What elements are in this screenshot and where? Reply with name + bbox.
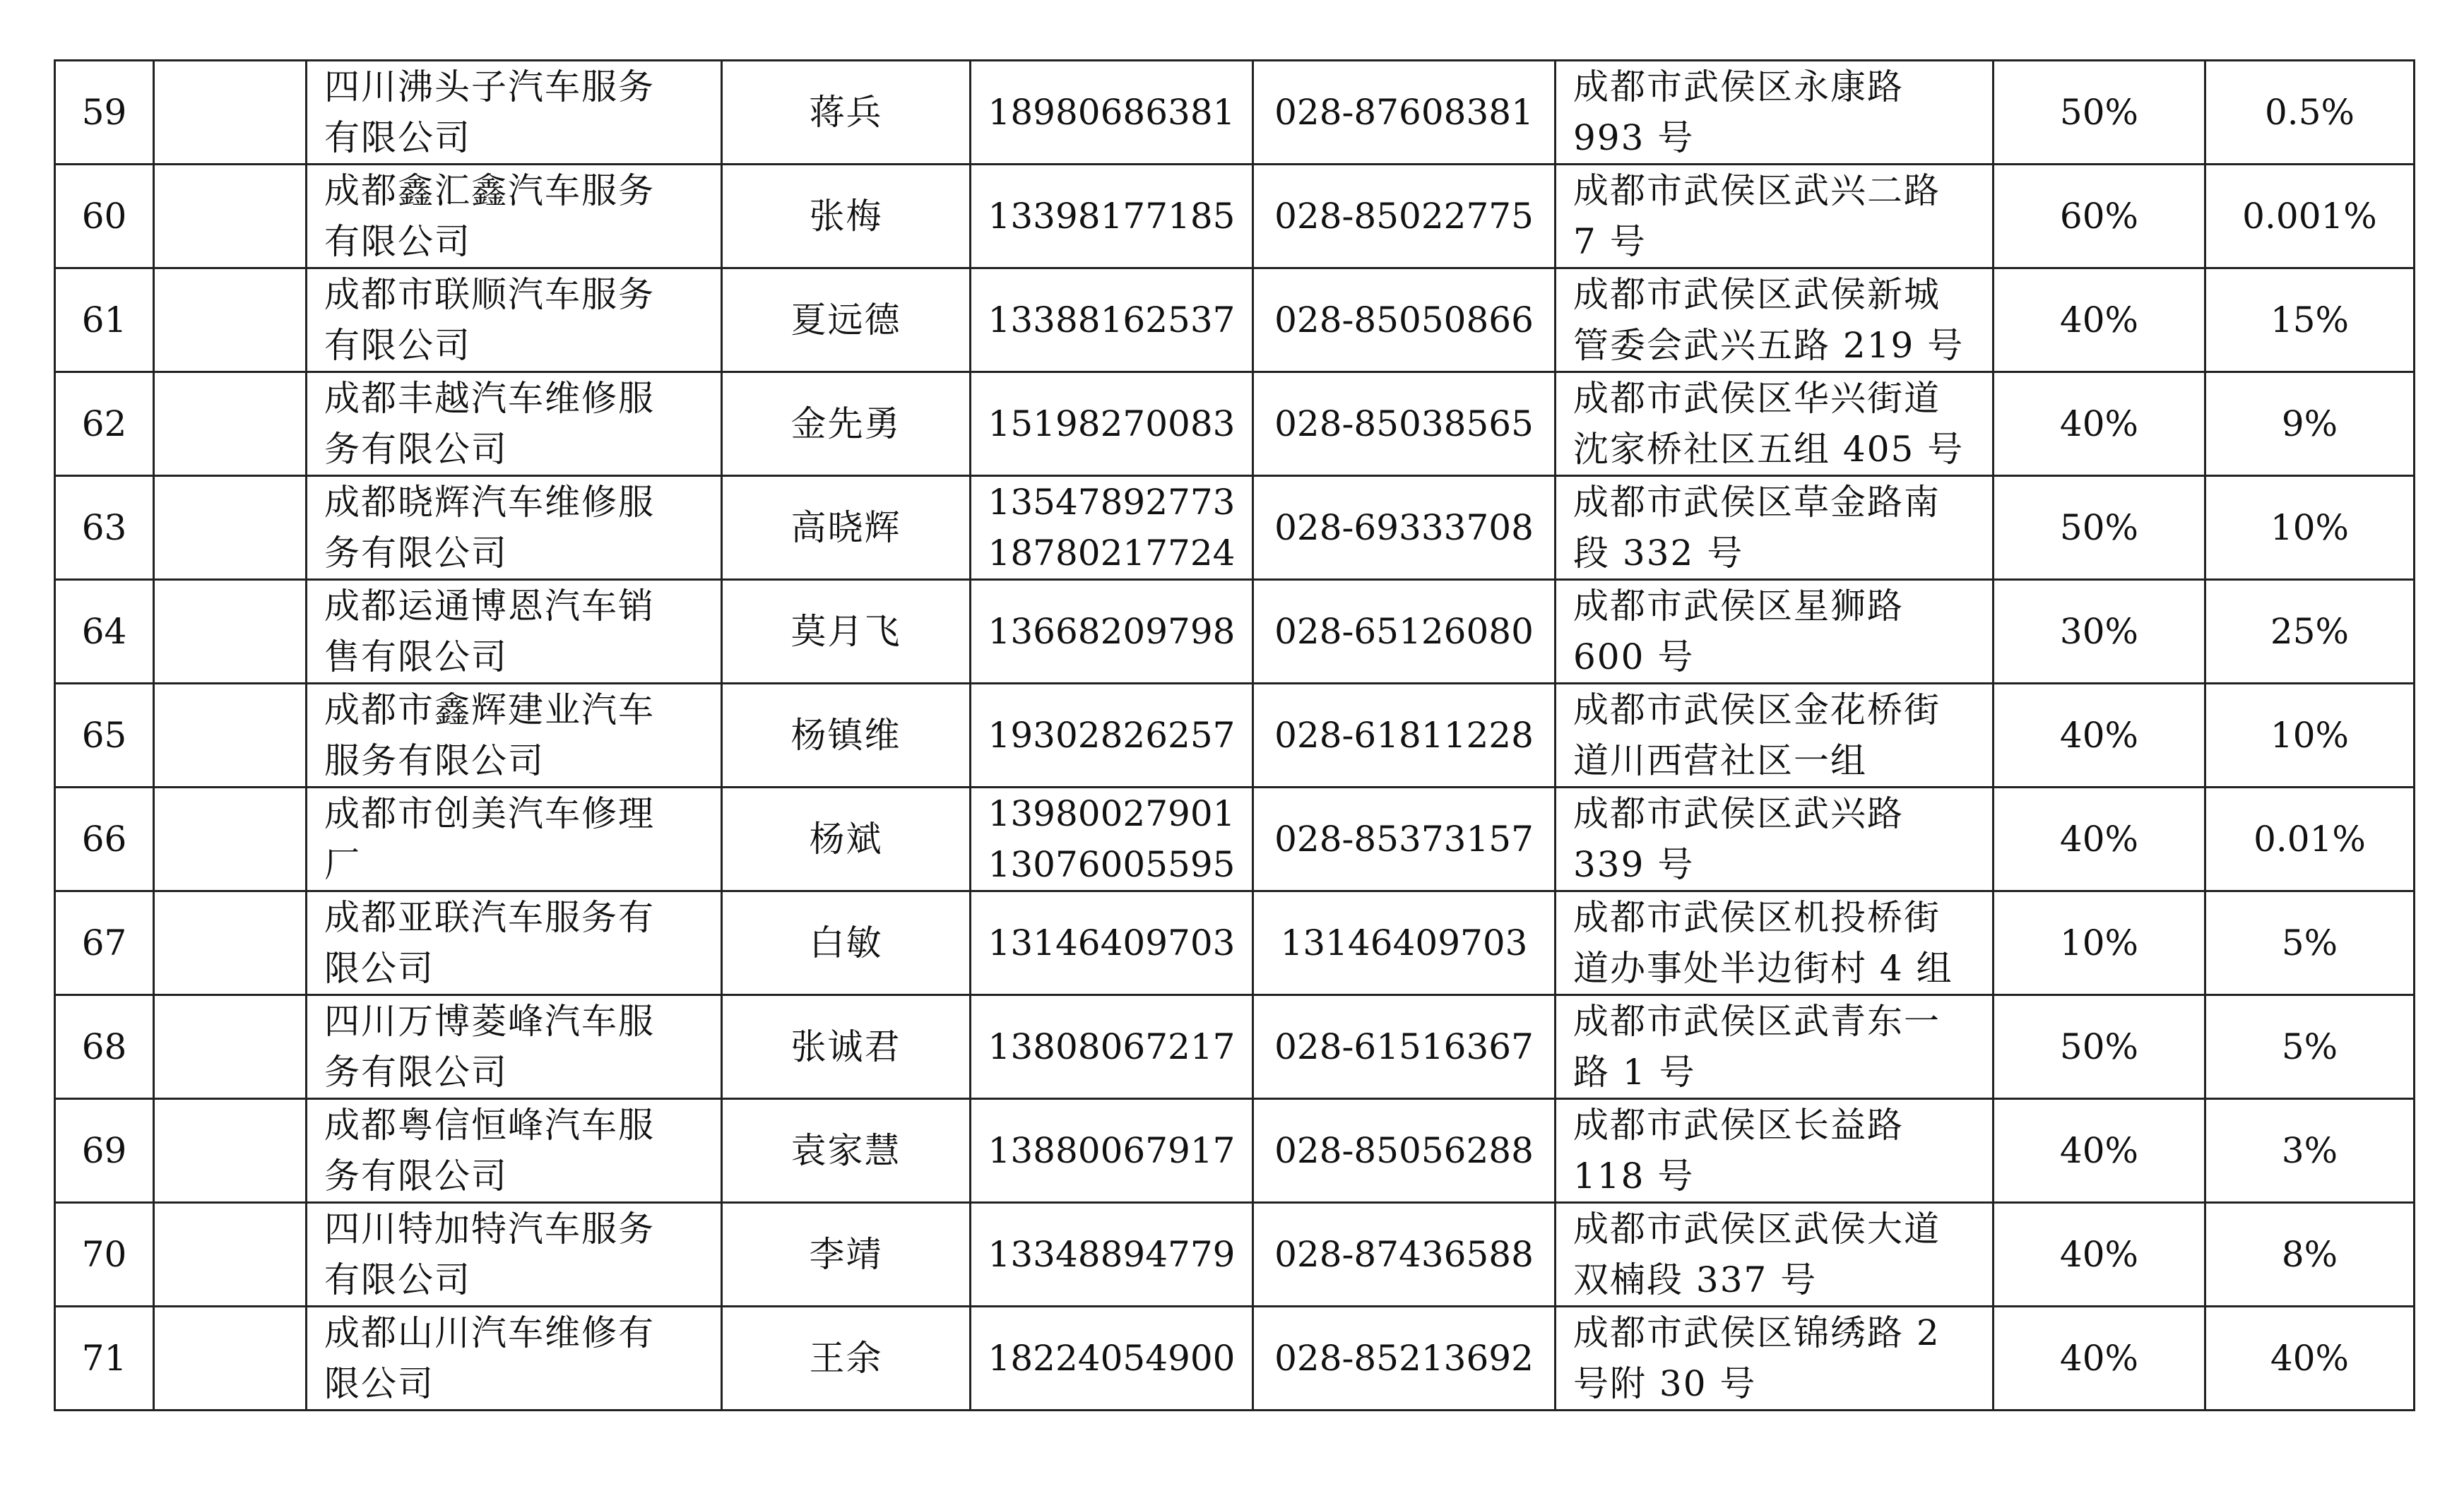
- company-name-line: 成都山川汽车维修有: [324, 1312, 655, 1353]
- phone-number-cell: 028-85050866: [1253, 268, 1556, 372]
- company-name-line: 有限公司: [324, 325, 471, 366]
- company-name-line: 成都亚联汽车服务有: [324, 897, 655, 938]
- percentage-cell-2: 10%: [2205, 684, 2415, 788]
- address-cell: [1556, 891, 1994, 995]
- blank-cell: [154, 1099, 307, 1203]
- mobile-number: 18224054900: [988, 1338, 1236, 1379]
- row-number-cell: 70: [55, 1203, 154, 1307]
- phone-number-cell: 028-85038565: [1253, 372, 1556, 476]
- company-name-line: 有限公司: [324, 117, 471, 158]
- company-name-line: 务有限公司: [324, 429, 508, 470]
- row-number-cell: 66: [55, 788, 154, 891]
- address-cell: [1556, 268, 1994, 372]
- company-name-line: 四川万博菱峰汽车服: [324, 1001, 655, 1042]
- address-line: 成都市武侯区长益路: [1573, 1105, 1904, 1146]
- company-name-line: 成都市鑫辉建业汽车: [324, 689, 655, 730]
- company-name-line: 有限公司: [324, 221, 471, 262]
- percentage-cell-1: 40%: [1994, 1307, 2205, 1411]
- percentage-cell-1: 50%: [1994, 476, 2205, 580]
- percentage-cell-2: 9%: [2205, 372, 2415, 476]
- contact-person-cell: 杨镇维: [722, 684, 971, 788]
- table-row: [55, 891, 2415, 995]
- company-name-cell: [307, 61, 722, 165]
- mobile-number-cell: [971, 1099, 1253, 1203]
- percentage-cell-2: 10%: [2205, 476, 2415, 580]
- mobile-number-cell: [971, 580, 1253, 684]
- address-cell: [1556, 476, 1994, 580]
- percentage-cell-2: 40%: [2205, 1307, 2415, 1411]
- company-name-cell: [307, 1099, 722, 1203]
- table-row: [55, 788, 2415, 891]
- mobile-number: 13398177185: [988, 196, 1236, 237]
- address-cell: [1556, 580, 1994, 684]
- mobile-number: 13808067217: [988, 1026, 1236, 1067]
- percentage-cell-1: 30%: [1994, 580, 2205, 684]
- table-row: [55, 995, 2415, 1099]
- company-name-cell: [307, 891, 722, 995]
- mobile-number: 13146409703: [988, 922, 1236, 963]
- mobile-number-cell: [971, 684, 1253, 788]
- address-cell: [1556, 995, 1994, 1099]
- address-line: 成都市武侯区金花桥街: [1573, 689, 1941, 730]
- company-name-cell: [307, 268, 722, 372]
- row-number-cell: 68: [55, 995, 154, 1099]
- company-name-line: 成都运通博恩汽车销: [324, 586, 655, 627]
- company-name-line: 服务有限公司: [324, 740, 545, 781]
- company-name-line: 成都晓辉汽车维修服: [324, 482, 655, 523]
- row-number-cell: 71: [55, 1307, 154, 1411]
- phone-number-cell: 028-61811228: [1253, 684, 1556, 788]
- percentage-cell-2: 5%: [2205, 995, 2415, 1099]
- address-line: 道办事处半边街村 4 组: [1573, 948, 1953, 989]
- address-line: 沈家桥社区五组 405 号: [1573, 429, 1965, 470]
- percentage-cell-1: 40%: [1994, 1203, 2205, 1307]
- percentage-cell-1: 50%: [1994, 61, 2205, 165]
- address-line: 道川西营社区一组: [1573, 740, 1867, 781]
- mobile-number: 13668209798: [988, 611, 1236, 652]
- blank-cell: [154, 580, 307, 684]
- address-line: 成都市武侯区武侯大道: [1573, 1209, 1941, 1249]
- mobile-number: 13388162537: [988, 299, 1236, 340]
- contact-person-cell: 李靖: [722, 1203, 971, 1307]
- company-name-line: 务有限公司: [324, 1156, 508, 1197]
- mobile-number: 18780217724: [988, 533, 1236, 574]
- row-number-cell: 65: [55, 684, 154, 788]
- mobile-number: 13076005595: [988, 844, 1236, 885]
- address-line: 双楠段 337 号: [1573, 1259, 1818, 1300]
- company-name-cell: [307, 372, 722, 476]
- address-line: 成都市武侯区星狮路: [1573, 586, 1904, 627]
- company-name-cell: [307, 788, 722, 891]
- blank-cell: [154, 476, 307, 580]
- address-cell: [1556, 165, 1994, 268]
- row-number-cell: 69: [55, 1099, 154, 1203]
- company-name-cell: [307, 1203, 722, 1307]
- mobile-number-cell: [971, 995, 1253, 1099]
- address-line: 993 号: [1573, 117, 1695, 158]
- mobile-number-cell: [971, 372, 1253, 476]
- table-row: [55, 1203, 2415, 1307]
- company-name-line: 成都丰越汽车维修服: [324, 378, 655, 419]
- table-row: [55, 684, 2415, 788]
- company-name-cell: [307, 165, 722, 268]
- table-row: [55, 268, 2415, 372]
- phone-number-cell: 028-87608381: [1253, 61, 1556, 165]
- table-row: [55, 1099, 2415, 1203]
- address-line: 成都市武侯区机投桥街: [1573, 897, 1941, 938]
- company-name-line: 限公司: [324, 948, 434, 989]
- blank-cell: [154, 788, 307, 891]
- company-name-line: 成都粤信恒峰汽车服: [324, 1105, 655, 1146]
- phone-number-cell: 028-69333708: [1253, 476, 1556, 580]
- address-line: 成都市武侯区武兴二路: [1573, 170, 1941, 211]
- percentage-cell-1: 40%: [1994, 684, 2205, 788]
- address-cell: [1556, 1099, 1994, 1203]
- phone-number-cell: 028-85373157: [1253, 788, 1556, 891]
- company-name-cell: [307, 995, 722, 1099]
- address-cell: [1556, 788, 1994, 891]
- row-number-cell: 62: [55, 372, 154, 476]
- address-cell: [1556, 372, 1994, 476]
- blank-cell: [154, 165, 307, 268]
- table-row: [55, 476, 2415, 580]
- address-line: 成都市武侯区武侯新城: [1573, 274, 1941, 315]
- mobile-number-cell: [971, 165, 1253, 268]
- row-number-cell: 59: [55, 61, 154, 165]
- mobile-number-cell: [971, 1307, 1253, 1411]
- address-cell: [1556, 61, 1994, 165]
- contact-person-cell: 张诚君: [722, 995, 971, 1099]
- percentage-cell-2: 0.01%: [2205, 788, 2415, 891]
- blank-cell: [154, 1307, 307, 1411]
- blank-cell: [154, 684, 307, 788]
- percentage-cell-2: 3%: [2205, 1099, 2415, 1203]
- table-row: [55, 165, 2415, 268]
- address-cell: [1556, 684, 1994, 788]
- blank-cell: [154, 891, 307, 995]
- percentage-cell-1: 60%: [1994, 165, 2205, 268]
- address-line: 339 号: [1573, 844, 1695, 885]
- phone-number-cell: 028-61516367: [1253, 995, 1556, 1099]
- company-name-cell: [307, 476, 722, 580]
- percentage-cell-2: 0.5%: [2205, 61, 2415, 165]
- contact-person-cell: 金先勇: [722, 372, 971, 476]
- percentage-cell-2: 15%: [2205, 268, 2415, 372]
- phone-number-cell: 028-87436588: [1253, 1203, 1556, 1307]
- address-line: 118 号: [1573, 1156, 1695, 1197]
- blank-cell: [154, 372, 307, 476]
- company-name-line: 有限公司: [324, 1259, 471, 1300]
- company-name-line: 务有限公司: [324, 1052, 508, 1093]
- contact-person-cell: 袁家慧: [722, 1099, 971, 1203]
- company-name-line: 限公司: [324, 1363, 434, 1404]
- blank-cell: [154, 61, 307, 165]
- percentage-cell-1: 40%: [1994, 788, 2205, 891]
- row-number-cell: 67: [55, 891, 154, 995]
- phone-number-cell: 028-85213692: [1253, 1307, 1556, 1411]
- address-line: 成都市武侯区锦绣路 2: [1573, 1312, 1941, 1353]
- blank-cell: [154, 268, 307, 372]
- company-name-line: 务有限公司: [324, 533, 508, 574]
- address-line: 管委会武兴五路 219 号: [1573, 325, 1965, 366]
- address-line: 成都市武侯区华兴街道: [1573, 378, 1941, 419]
- contact-person-cell: 高晓辉: [722, 476, 971, 580]
- phone-number-cell: 13146409703: [1253, 891, 1556, 995]
- mobile-number: 19302826257: [988, 715, 1236, 756]
- blank-cell: [154, 995, 307, 1099]
- percentage-cell-2: 5%: [2205, 891, 2415, 995]
- address-line: 7 号: [1573, 221, 1647, 262]
- address-cell: [1556, 1307, 1994, 1411]
- mobile-number-cell: [971, 476, 1253, 580]
- company-name-line: 成都市联顺汽车服务: [324, 274, 655, 315]
- company-name-cell: [307, 580, 722, 684]
- contact-person-cell: 莫月飞: [722, 580, 971, 684]
- mobile-number: 13348894779: [988, 1234, 1236, 1275]
- phone-number-cell: 028-85022775: [1253, 165, 1556, 268]
- company-name-line: 售有限公司: [324, 636, 508, 677]
- company-contact-table: [54, 59, 2415, 1411]
- mobile-number: 13547892773: [988, 482, 1236, 523]
- company-name-line: 厂: [324, 844, 361, 885]
- address-line: 成都市武侯区永康路: [1573, 66, 1904, 107]
- address-line: 成都市武侯区武青东一: [1573, 1001, 1941, 1042]
- percentage-cell-2: 0.001%: [2205, 165, 2415, 268]
- company-name-cell: [307, 1307, 722, 1411]
- company-name-line: 四川特加特汽车服务: [324, 1209, 655, 1249]
- company-name-line: 成都市创美汽车修理: [324, 793, 655, 834]
- row-number-cell: 63: [55, 476, 154, 580]
- mobile-number: 15198270083: [988, 403, 1236, 444]
- mobile-number: 13980027901: [988, 793, 1236, 834]
- contact-person-cell: 白敏: [722, 891, 971, 995]
- address-line: 号附 30 号: [1573, 1363, 1757, 1404]
- mobile-number: 13880067917: [988, 1130, 1236, 1171]
- company-name-line: 成都鑫汇鑫汽车服务: [324, 170, 655, 211]
- address-line: 成都市武侯区武兴路: [1573, 793, 1904, 834]
- percentage-cell-1: 10%: [1994, 891, 2205, 995]
- mobile-number-cell: [971, 61, 1253, 165]
- mobile-number-cell: [971, 788, 1253, 891]
- percentage-cell-1: 50%: [1994, 995, 2205, 1099]
- contact-person-cell: 夏远德: [722, 268, 971, 372]
- blank-cell: [154, 1203, 307, 1307]
- address-line: 600 号: [1573, 636, 1695, 677]
- contact-person-cell: 杨斌: [722, 788, 971, 891]
- table-row: [55, 61, 2415, 165]
- percentage-cell-2: 8%: [2205, 1203, 2415, 1307]
- mobile-number: 18980686381: [988, 92, 1236, 133]
- contact-person-cell: 蒋兵: [722, 61, 971, 165]
- phone-number-cell: 028-85056288: [1253, 1099, 1556, 1203]
- percentage-cell-1: 40%: [1994, 268, 2205, 372]
- contact-person-cell: 张梅: [722, 165, 971, 268]
- percentage-cell-1: 40%: [1994, 1099, 2205, 1203]
- table-row: [55, 1307, 2415, 1411]
- percentage-cell-2: 25%: [2205, 580, 2415, 684]
- mobile-number-cell: [971, 891, 1253, 995]
- mobile-number-cell: [971, 1203, 1253, 1307]
- address-line: 路 1 号: [1573, 1052, 1696, 1093]
- company-name-cell: [307, 684, 722, 788]
- address-cell: [1556, 1203, 1994, 1307]
- address-line: 段 332 号: [1573, 533, 1744, 574]
- percentage-cell-1: 40%: [1994, 372, 2205, 476]
- mobile-number-cell: [971, 268, 1253, 372]
- table-row: [55, 580, 2415, 684]
- row-number-cell: 60: [55, 165, 154, 268]
- company-name-line: 四川沸头子汽车服务: [324, 66, 655, 107]
- row-number-cell: 64: [55, 580, 154, 684]
- phone-number-cell: 028-65126080: [1253, 580, 1556, 684]
- address-line: 成都市武侯区草金路南: [1573, 482, 1941, 523]
- row-number-cell: 61: [55, 268, 154, 372]
- table-body: [55, 61, 2415, 1411]
- table-row: [55, 372, 2415, 476]
- contact-person-cell: 王余: [722, 1307, 971, 1411]
